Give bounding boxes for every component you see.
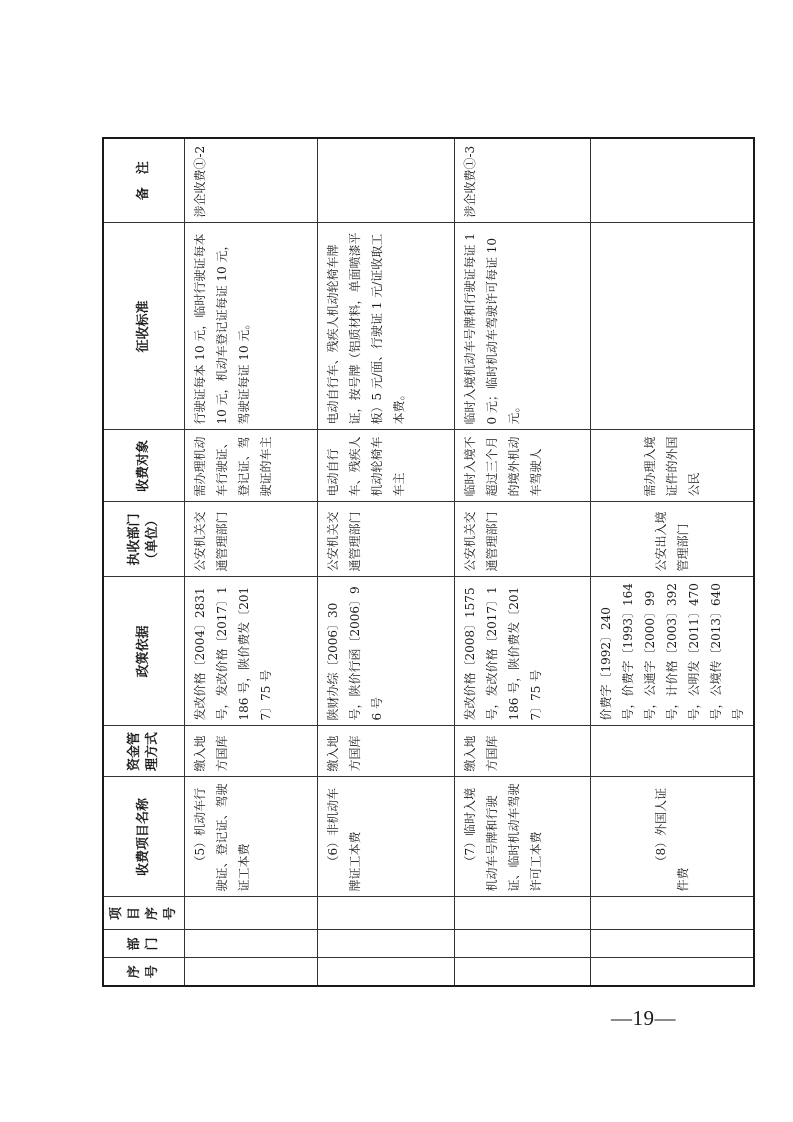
header-standard: 征收标准 [103, 223, 185, 430]
header-policy-basis: 政策依据 [103, 577, 185, 726]
cell-seq [591, 958, 755, 986]
cell-standard: 行驶证每本 10 元，临时行驶证每本 10 元，机动车登记证每证 10 元，驾驶证每证 10 元。 [185, 223, 318, 430]
cell-collecting-dept: 公安机关交通管理部门 [455, 502, 591, 577]
header-seq: 序号 [103, 958, 185, 986]
cell-item-seq [185, 897, 318, 930]
cell-item-seq [318, 897, 455, 930]
cell-policy-basis: 陕财办综〔2006〕30 号，陕价行函〔2006〕96 号 [318, 577, 455, 726]
header-item-name: 收费项目名称 [103, 777, 185, 897]
cell-remarks [318, 138, 455, 223]
table-row [185, 138, 318, 986]
cell-fund-mgmt [591, 726, 755, 777]
cell-item-seq [591, 897, 755, 930]
cell-fund-mgmt: 缴入地方国库 [185, 726, 318, 777]
table-row [318, 138, 455, 986]
cell-remarks: 涉企收费①-3 [455, 138, 591, 223]
header-department: 部门 [103, 930, 185, 958]
cell-payer: 电动自行车、残疾人机动轮椅车车主 [318, 430, 455, 502]
header-payer: 收费对象 [103, 430, 185, 502]
cell-policy-basis: 发改价格〔2008〕1575 号，发改价格〔2017〕1186 号，陕价费发〔2017〕75 号 [455, 577, 591, 726]
cell-seq [455, 958, 591, 986]
cell-fund-mgmt: 缴入地方国库 [455, 726, 591, 777]
cell-payer: 临时入境不超过三个月的境外机动车驾驶人 [455, 430, 591, 502]
header-remarks: 备 注 [103, 138, 185, 223]
page-number: —19— [611, 1006, 676, 1030]
cell-department [455, 930, 591, 958]
cell-payer: 需办理入境证件的外国公民 [591, 430, 755, 502]
cell-standard: 临时入境机动车号牌和行驶证每证 10 元；临时机动车驾驶许可每证 10 元。 [455, 223, 591, 430]
cell-department [318, 930, 455, 958]
cell-item-name: （6）非机动车牌证工本费 [318, 777, 455, 897]
cell-item-name: （7）临时入境机动车号牌和行驶证、临时机动车驾驶许可工本费 [455, 777, 591, 897]
cell-collecting-dept: 公安机关交通管理部门 [185, 502, 318, 577]
cell-item-name: （5）机动车行驶证、登记证、驾驶证工本费 [185, 777, 318, 897]
cell-standard [591, 223, 755, 430]
header-fund-mgmt: 资金管理方式 [103, 726, 185, 777]
fee-table [102, 137, 755, 987]
cell-fund-mgmt: 缴入地方国库 [318, 726, 455, 777]
rotated-table-wrapper [102, 139, 745, 987]
cell-standard: 电动自行车、残疾人机动轮椅车牌证，按号牌（铝质材料，单面喷漆平板）5 元/面、行驶证 1 元/证收取工本费。 [318, 223, 455, 430]
cell-item-seq [455, 897, 591, 930]
cell-seq [185, 958, 318, 986]
cell-department [185, 930, 318, 958]
cell-remarks: 涉企收费①-2 [185, 138, 318, 223]
cell-department [591, 930, 755, 958]
cell-item-name: （8）外国人证件费 [591, 777, 755, 897]
cell-remarks [591, 138, 755, 223]
header-collecting-dept: 执收部门（单位） [103, 502, 185, 577]
cell-seq [318, 958, 455, 986]
table-row [455, 138, 591, 986]
table-header-row [103, 138, 185, 986]
table-row [591, 138, 755, 986]
cell-collecting-dept: 公安机关交通管理部门 [318, 502, 455, 577]
cell-collecting-dept: 公安出入境管理部门 [591, 502, 755, 577]
cell-payer: 需办理机动车行驶证、登记证、驾驶证的车主 [185, 430, 318, 502]
cell-policy-basis: 发改价格〔2004〕2831 号，发改价格〔2017〕1186 号，陕价费发〔2017〕75 号 [185, 577, 318, 726]
cell-policy-basis: 价费字〔1992〕240 号，价费字〔1993〕164 号，公通字〔2000〕99 号，计价格〔2003〕392 号，公明发〔2011〕470 号，公境传〔2013〕640 号 [591, 577, 755, 726]
header-item-seq: 项目序号 [103, 897, 185, 930]
